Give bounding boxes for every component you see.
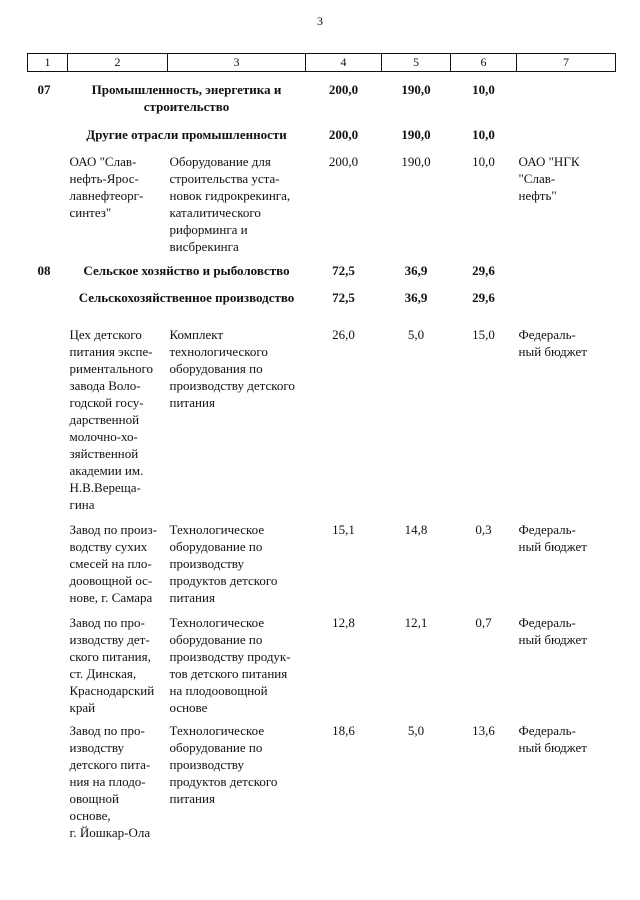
- column-number: 2: [68, 54, 168, 72]
- section-code: 08: [37, 262, 51, 278]
- value-col5: 190,0: [401, 126, 431, 142]
- value-col6: 29,6: [472, 289, 495, 305]
- equipment-cell: Комплект технологического оборудования по производству детского питания: [169, 326, 295, 410]
- value-col6: 13,6: [472, 722, 495, 738]
- column-number: 7: [517, 54, 616, 72]
- section-title: Промышленность, энергетика и строительство: [91, 81, 282, 114]
- section-row-07: [28, 81, 616, 115]
- column-number: 6: [451, 54, 517, 72]
- value-col5: 190,0: [401, 81, 431, 97]
- table-row: [28, 614, 616, 716]
- value-col6: 10,0: [472, 126, 495, 142]
- value-col5: 5,0: [407, 326, 425, 342]
- subsection-title: Сельскохозяйственное производство: [78, 289, 295, 305]
- value-col5: 12,1: [404, 614, 428, 630]
- value-col4: 72,5: [332, 289, 355, 305]
- table-row: [28, 521, 616, 606]
- funding-source-cell: Федераль- ный бюджет: [518, 326, 587, 359]
- funding-source-cell: ОАО "НГК "Слав- нефть": [518, 153, 580, 203]
- value-col6: 0,3: [475, 521, 492, 537]
- value-col6: 10,0: [472, 81, 495, 97]
- organization-cell: ОАО "Слав- нефть-Ярос- лавнефтеорг- синтез": [69, 153, 144, 220]
- section-code: 07: [37, 81, 51, 97]
- value-col4: 12,8: [332, 614, 355, 630]
- page-number: 3: [317, 14, 323, 28]
- value-col5: 14,8: [404, 521, 428, 537]
- equipment-cell: Технологическое оборудование по производству продуктов детского питания: [169, 521, 278, 605]
- value-col6: 15,0: [472, 326, 495, 342]
- funding-source-cell: Федераль- ный бюджет: [518, 722, 587, 755]
- table-row: [28, 153, 616, 255]
- equipment-cell: Технологическое оборудование по производству продуктов детского питания: [169, 722, 278, 806]
- equipment-cell: Технологическое оборудование по производству продук- тов детского питания на плодоовощной основе: [169, 614, 291, 715]
- subsection-row-07: [28, 126, 616, 143]
- column-number-row: [28, 54, 616, 72]
- equipment-cell: Оборудование для строительства уста- новок гидрокрекинга, каталитического риформинга и висбрекинга: [169, 153, 291, 254]
- table-row: [28, 722, 616, 841]
- value-col5: 36,9: [404, 262, 428, 278]
- table-row: [28, 326, 616, 513]
- funding-source-cell: Федераль- ный бюджет: [518, 521, 587, 554]
- organization-cell: Завод по про- изводству детского пита- ния на плодо- овощной основе, г. Йошкар-Ола: [69, 722, 151, 840]
- value-col5: 36,9: [404, 289, 428, 305]
- column-number: 3: [168, 54, 306, 72]
- value-col6: 10,0: [472, 153, 495, 169]
- column-number: 5: [382, 54, 451, 72]
- value-col4: 72,5: [332, 262, 355, 278]
- value-col4: 18,6: [332, 722, 355, 738]
- investment-table: [27, 53, 616, 841]
- value-col4: 26,0: [332, 326, 355, 342]
- funding-source-cell: Федераль- ный бюджет: [518, 614, 587, 647]
- organization-cell: Завод по про- изводству дет- ского питания, ст. Динская, Краснодарский край: [69, 614, 155, 715]
- value-col6: 29,6: [472, 262, 495, 278]
- column-number: 1: [28, 54, 68, 72]
- section-row-08: [28, 262, 616, 279]
- value-col5: 5,0: [407, 722, 425, 738]
- value-col4: 15,1: [332, 521, 355, 537]
- organization-cell: Завод по произ- водству сухих смесей на пло- доовощной ос- нове, г. Самара: [69, 521, 157, 605]
- value-col4: 200,0: [328, 126, 359, 142]
- column-number: 4: [306, 54, 382, 72]
- value-col5: 190,0: [401, 153, 431, 169]
- organization-cell: Цех детского питания экспе- риментального завода Воло- годской госу- дарственной молочно-хо- зяйственной академии им. Н.В.Вереща- гина: [69, 326, 154, 512]
- subsection-title: Другие отрасли промышленности: [86, 126, 287, 142]
- section-title: Сельское хозяйство и рыболовство: [83, 262, 290, 278]
- value-col4: 200,0: [328, 153, 359, 169]
- subsection-row-08: [28, 289, 616, 306]
- value-col4: 200,0: [328, 81, 359, 97]
- value-col6: 0,7: [475, 614, 492, 630]
